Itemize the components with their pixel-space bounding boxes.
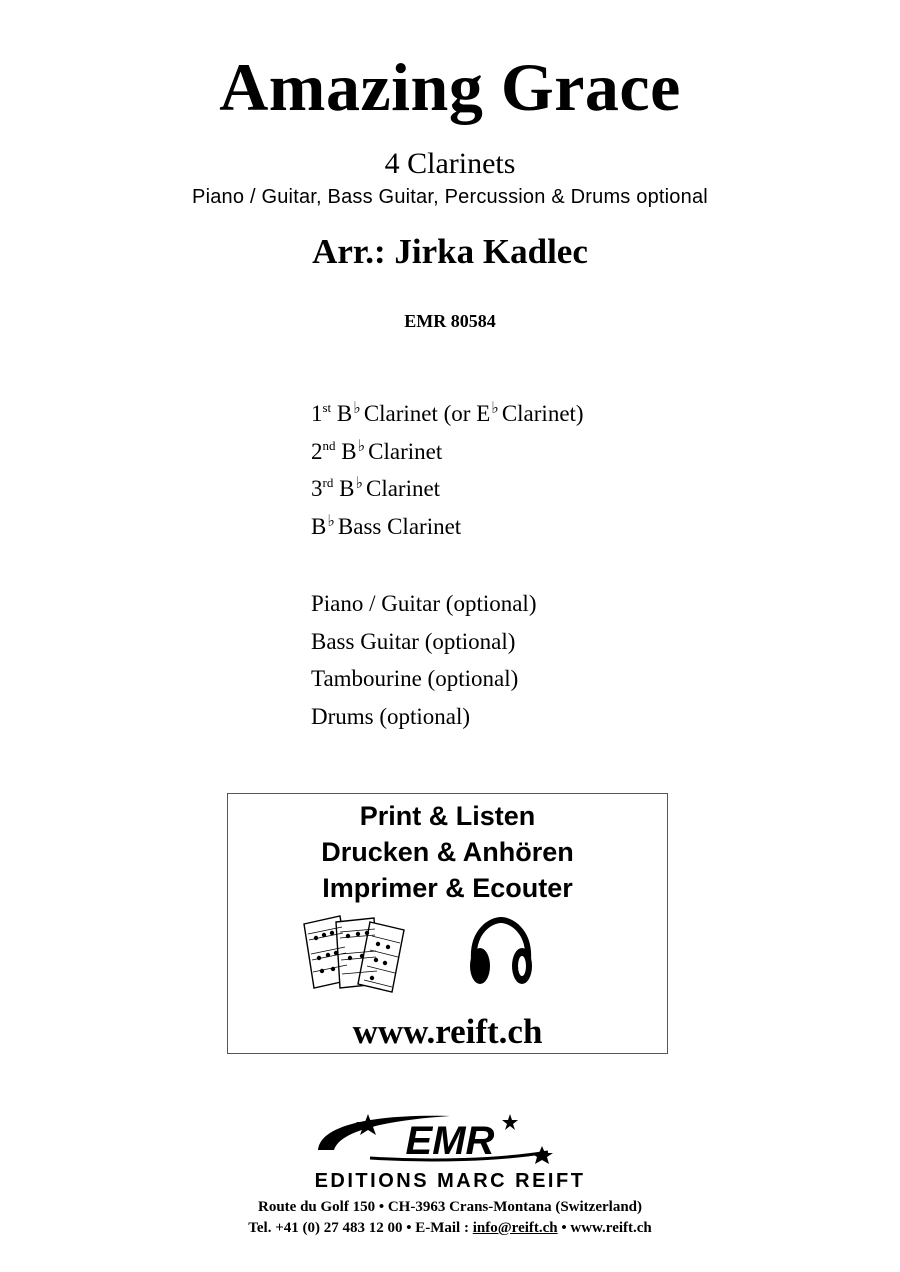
sheet-music-icon [300, 914, 410, 996]
promo-website-url[interactable]: www.reift.ch [352, 1012, 543, 1051]
logo-text: EMR [405, 1119, 495, 1163]
promo-line-english: Print & Listen [359, 801, 536, 831]
part-line: B♭ Bass Clarinet [311, 513, 462, 540]
optional-part-line: Bass Guitar (optional) [311, 628, 516, 654]
part-line: 3rd B♭ Clarinet [311, 475, 441, 502]
optional-part-line: Tambourine (optional) [311, 666, 519, 692]
promo-line-french: Imprimer & Ecouter [322, 873, 573, 903]
emr-logo [310, 1110, 590, 1166]
part-line: 1st B♭ Clarinet (or E♭ Clarinet) [311, 400, 584, 426]
page-title: Amazing Grace [219, 49, 681, 125]
flat-symbol: ♭ [355, 475, 363, 493]
flat-symbol: ♭ [491, 400, 499, 417]
promo-line-german: Drucken & Anhören [321, 837, 574, 867]
publisher-address: Route du Golf 150 • CH-3963 Crans-Montana (Switzerland) [258, 1199, 642, 1215]
parts-list-main [311, 395, 584, 546]
optional-part-line: Piano / Guitar (optional) [311, 591, 537, 616]
publisher-name: EDITIONS MARC REIFT [314, 1170, 586, 1192]
headphones-icon [466, 916, 536, 992]
catalog-number: EMR 80584 [404, 311, 496, 331]
print-listen-box [227, 793, 668, 1054]
arranger-credit: Arr.: Jirka Kadlec [312, 232, 588, 271]
flat-symbol: ♭ [357, 437, 366, 455]
part-line: 2nd B♭ Clarinet [311, 437, 443, 464]
email-link[interactable]: info@reift.ch [472, 1220, 558, 1236]
parts-list-optional [311, 585, 537, 736]
ensemble-subtitle: 4 Clarinets [384, 147, 516, 180]
flat-symbol: ♭ [327, 513, 335, 531]
optional-part-line: Drums (optional) [311, 704, 471, 730]
optional-instruments-line: Piano / Guitar, Bass Guitar, Percussion & Drums optional [192, 186, 708, 208]
flat-symbol: ♭ [353, 400, 361, 417]
publisher-contact: Tel. +41 (0) 27 483 12 00 • E-Mail : info@reift.ch • www.reift.ch [248, 1220, 652, 1236]
